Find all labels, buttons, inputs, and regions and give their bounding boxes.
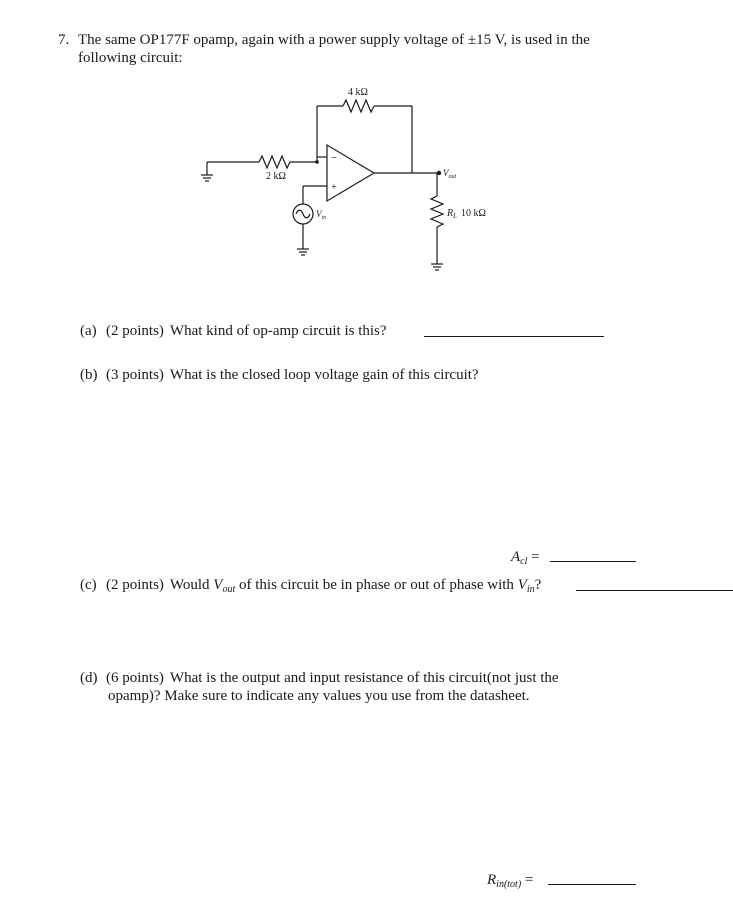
ac-source-wave <box>296 210 310 218</box>
question-a-text: What kind of op-amp circuit is this? <box>169 323 387 339</box>
question-a-points: (2 points) <box>106 323 164 339</box>
question-d-part: (d) <box>80 670 98 686</box>
problem-number: 7. <box>58 32 70 48</box>
question-c: (c) (2 points) Would $V_{out}$ of this circuit be in phase or out of phase with $V_{in}$? <box>80 577 542 595</box>
question-b-part: (b) <box>80 367 98 383</box>
question-d <box>80 669 559 705</box>
question-a <box>80 322 387 340</box>
load-label: $R_L$ 10 kΩ <box>447 208 486 220</box>
input-resistor-label: 2 kΩ <box>266 171 286 182</box>
answer-c-blank[interactable] <box>576 590 733 591</box>
output-label: $V_{out}$ <box>443 168 457 180</box>
opamp-plus-sign: + <box>331 182 337 193</box>
opamp-minus-sign: − <box>330 152 338 164</box>
rin-label: $R_{in(tot)}$ = <box>487 872 534 890</box>
question-c-points: (2 points) <box>106 577 164 593</box>
question-c-part: (c) <box>80 577 97 593</box>
question-d-text-line1: What is the output and input resistance of this circuit(not just the <box>169 670 559 686</box>
problem-text-line2: following circuit: <box>78 50 183 66</box>
feedback-resistor-label: 4 kΩ <box>348 87 368 98</box>
question-a-part: (a) <box>80 323 97 339</box>
feedback-resistor-zigzag <box>343 100 374 112</box>
question-b <box>80 366 479 384</box>
answer-a-blank[interactable] <box>424 336 604 337</box>
load-resistor-zigzag <box>431 196 443 227</box>
acl-blank[interactable] <box>550 561 636 562</box>
input-resistor-zigzag <box>259 156 290 168</box>
question-d-text-line2: opamp)? Make sure to indicate any values you use from the datasheet. <box>108 688 530 704</box>
junction-dot <box>315 160 319 164</box>
problem-text-line1: The same OP177F opamp, again with a power supply voltage of ±15 V, is used in the <box>78 32 590 48</box>
source-label: $V_{in}$ <box>316 209 327 221</box>
output-terminal-dot <box>437 171 441 175</box>
question-d-points: (6 points) <box>106 670 164 686</box>
question-b-points: (3 points) <box>106 367 164 383</box>
rin-blank[interactable] <box>548 884 636 885</box>
acl-label: $A_{cl}$ = <box>511 549 540 567</box>
question-b-text: What is the closed loop voltage gain of this circuit? <box>169 367 479 383</box>
